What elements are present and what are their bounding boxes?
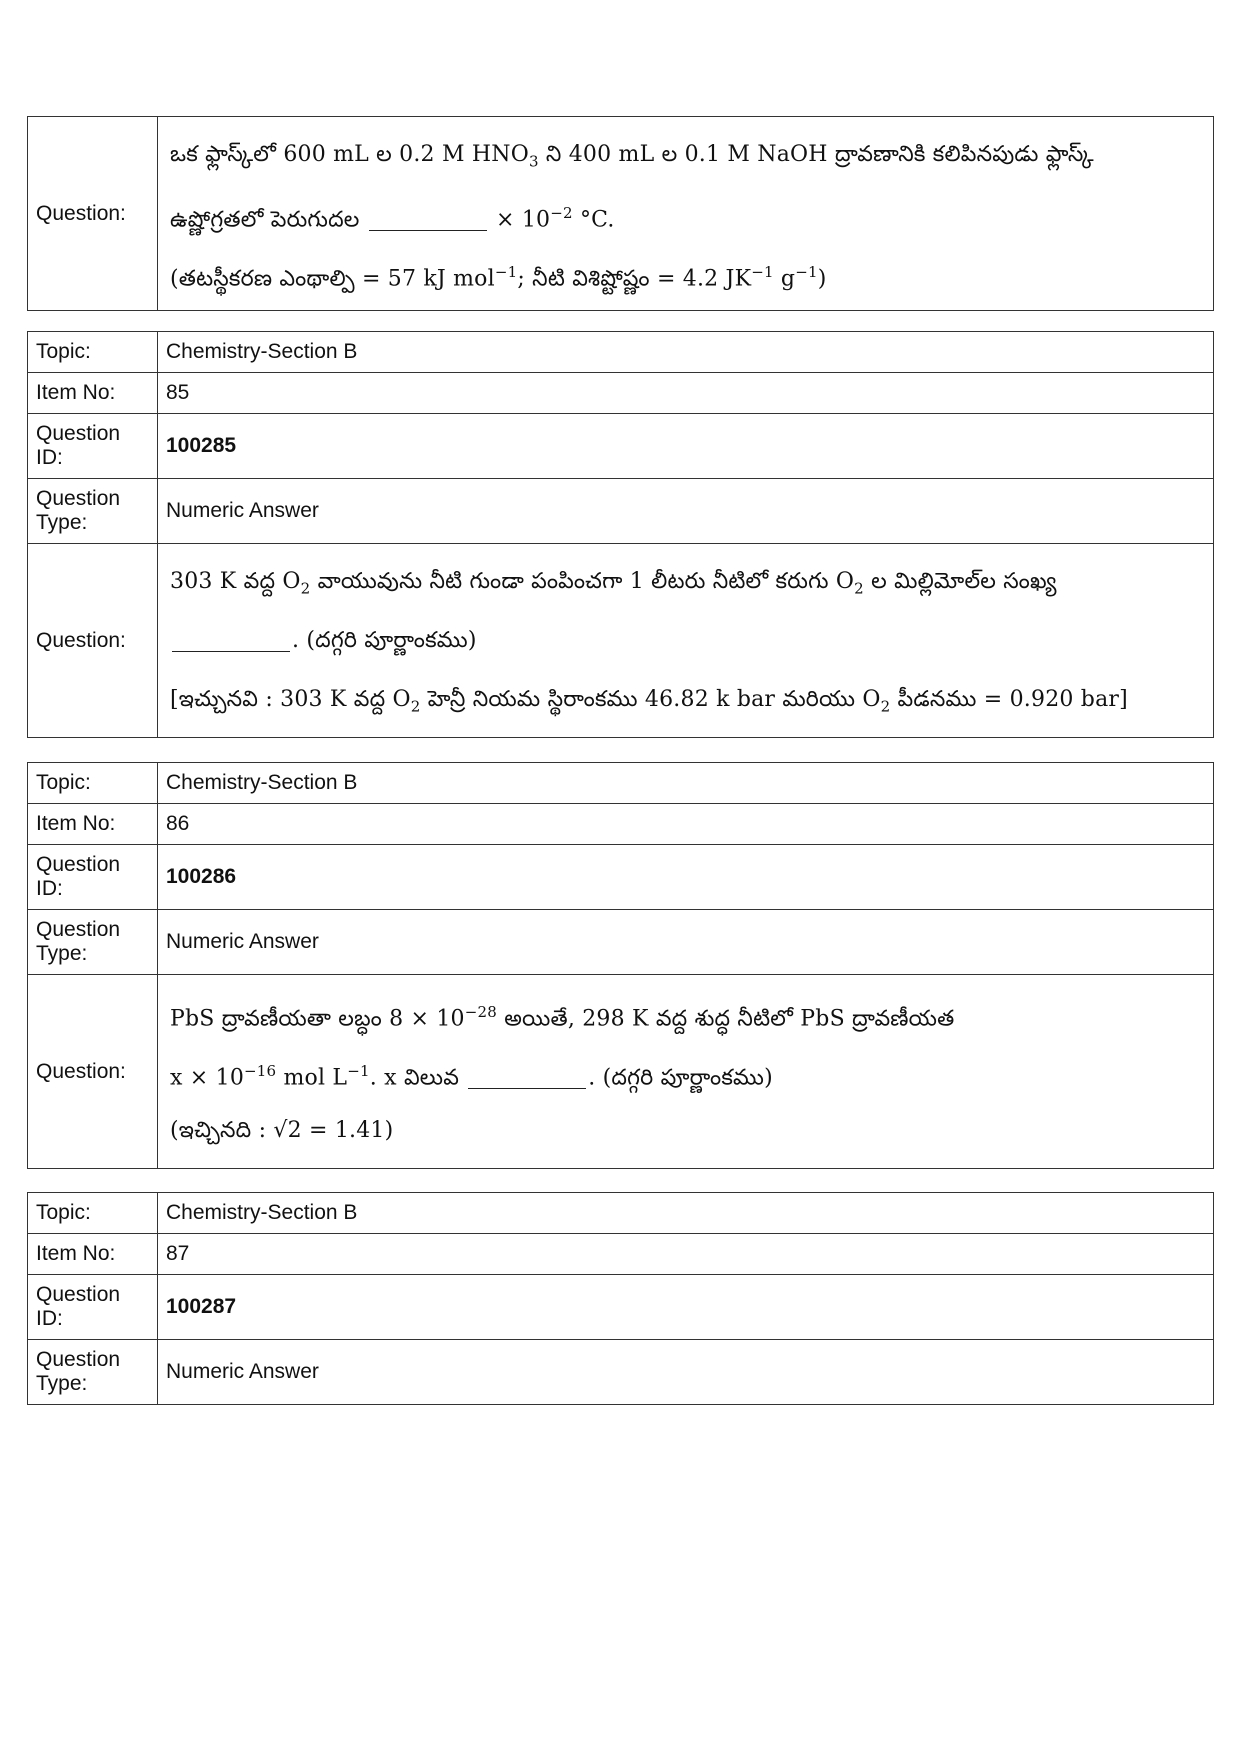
question-line: $x \times 10^{-16}$ mol $L^{-1}$. x విలువ . (దగ్గరి పూర్ణాంకము): [170, 1062, 773, 1091]
item-no-label: Item No:: [28, 373, 158, 414]
question-type-label: Question Type:: [28, 910, 158, 975]
question-line: PbS ద్రావణీయతా లబ్ధం $8 \times 10^{-28}$ అయితే, 298 K వద్ద శుద్ధ నీటిలో PbS ద్రావణీయత: [170, 1003, 955, 1032]
question-table-87: [27, 1192, 1214, 1405]
question-text: [158, 117, 1214, 311]
question-line: [ఇచ్చునవి : 303 K వద్ద $O_2$ హెన్రీ నియమ స్థిరాంకము 46.82 k bar మరియు $O_2$ పీడనము = 0.920 bar]: [170, 687, 1128, 716]
question-type-value: Numeric Answer: [158, 1340, 1214, 1405]
question-id-label: Question ID:: [28, 414, 158, 479]
item-no-label: Item No:: [28, 1234, 158, 1275]
question-label: Question:: [28, 544, 158, 738]
question-id-label: Question ID:: [28, 845, 158, 910]
question-line: 303 K వద్ద $O_2$ వాయువును నీటి గుండా పంపించగా 1 లీటరు నీటిలో కరుగు $O_2$ ల మిల్లిమోల్‌ల సంఖ్య: [170, 569, 1057, 598]
question-table-85: [27, 331, 1214, 738]
question-label: Question:: [28, 975, 158, 1169]
question-type-label: Question Type:: [28, 479, 158, 544]
question-line: (ఇచ్చినది : √2 = 1.41): [170, 1118, 394, 1143]
item-no-label: Item No:: [28, 804, 158, 845]
question-text: [158, 544, 1214, 738]
answer-blank: [468, 1068, 586, 1089]
answer-blank: [369, 210, 487, 231]
topic-label: Topic:: [28, 1193, 158, 1234]
question-id-label: Question ID:: [28, 1275, 158, 1340]
question-line: . (దగ్గరి పూర్ణాంకము): [170, 611, 1203, 670]
question-type-value: Numeric Answer: [158, 910, 1214, 975]
question-table-86: [27, 762, 1214, 1169]
question-id-value: 100286: [158, 845, 1214, 910]
item-no-value: 87: [158, 1234, 1214, 1275]
question-line: ఉష్ణోగ్రతలో పెరుగుదల × $10^{-2}$ °C.: [170, 204, 615, 233]
question-line: (తటస్థీకరణ ఎంథాల్పి = 57 kJ mol$^{-1}$; నీటి విశిష్టోష్ణం = 4.2 $JK^{-1}$ $g^{-1}$): [170, 263, 827, 292]
question-label: Question:: [28, 117, 158, 311]
topic-value: Chemistry-Section B: [158, 763, 1214, 804]
item-no-value: 85: [158, 373, 1214, 414]
question-type-label: Question Type:: [28, 1340, 158, 1405]
item-no-value: 86: [158, 804, 1214, 845]
topic-label: Topic:: [28, 332, 158, 373]
question-id-value: 100285: [158, 414, 1214, 479]
question-table-84: [27, 116, 1214, 311]
question-id-value: 100287: [158, 1275, 1214, 1340]
topic-value: Chemistry-Section B: [158, 332, 1214, 373]
topic-label: Topic:: [28, 763, 158, 804]
question-type-value: Numeric Answer: [158, 479, 1214, 544]
topic-value: Chemistry-Section B: [158, 1193, 1214, 1234]
answer-blank: [172, 631, 290, 652]
question-text: [158, 975, 1214, 1169]
question-line: ఒక ఫ్లాస్క్‌లో 600 mL ల 0.2 M $HNO_3$ ని 400 mL ల 0.1 M NaOH ద్రావణానికి కలిపినపుడు ఫ్లాస్క్: [170, 142, 1094, 171]
